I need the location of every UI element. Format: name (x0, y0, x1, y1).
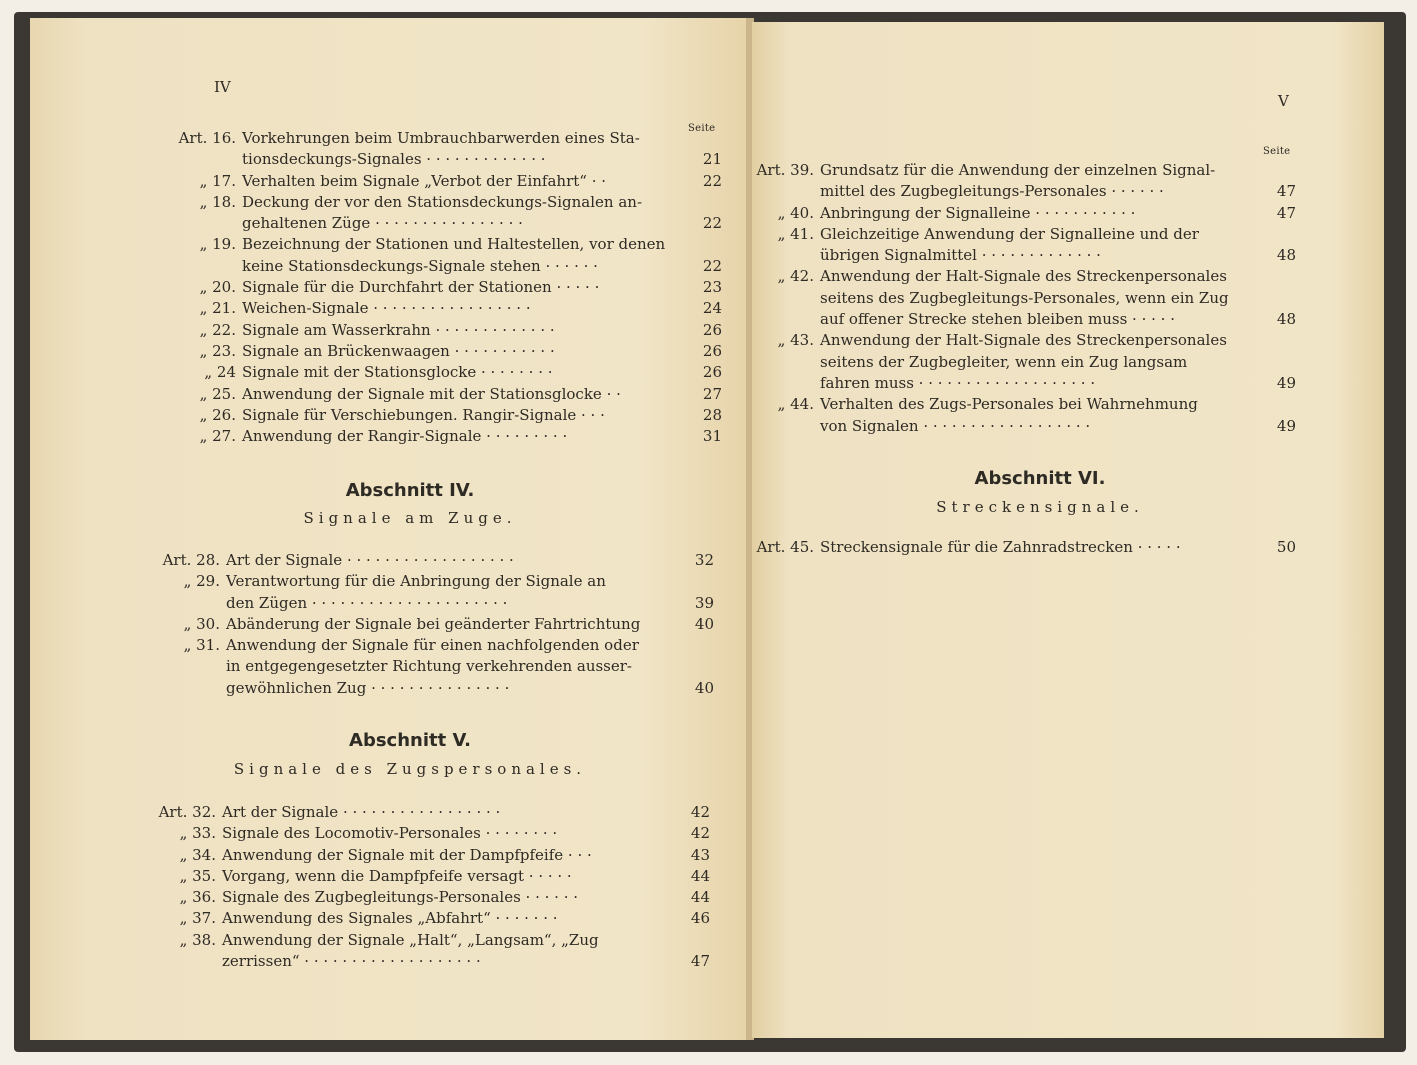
toc-entry-line: fahren muss · · · · · · · · · · · · · · · · · · · (820, 373, 1096, 392)
toc-article-number: „ 31. (183, 636, 220, 655)
toc-entry-title (222, 845, 710, 866)
toc-article-number: „ 21. (199, 299, 236, 318)
toc-entry-line: Grundsatz für die Anwendung der einzelnen Signal- (820, 161, 1216, 179)
toc-article-number: „ 22. (199, 320, 236, 339)
toc-entry-line: Streckensignale für die Zahnradstrecken · · · · · (820, 538, 1181, 556)
toc-page-number: 24 (702, 299, 722, 318)
toc-entry-line: Anwendung der Signale mit der Stationsglocke · · (242, 384, 621, 403)
toc-entry-line: Anwendung der Signale „Halt“, „Langsam“, „Zug (222, 930, 599, 949)
toc-entry-line: übrigen Signalmittel · · · · · · · · · · · · · (820, 246, 1101, 265)
toc-entry-line: Signale mit der Stationsglocke · · · · · · · · (242, 363, 553, 382)
toc-entry (166, 341, 722, 362)
toc-entry (166, 234, 722, 277)
toc-entry-title (820, 394, 1296, 437)
toc-entry-line: den Zügen · · · · · · · · · · · · · · · · · · · · · (226, 593, 508, 612)
toc-entry (166, 426, 722, 447)
toc-page-number: 26 (702, 341, 722, 360)
toc-entry-title (242, 171, 722, 192)
toc-page-number: 21 (702, 150, 722, 169)
toc-page-number: 42 (690, 803, 710, 821)
toc-article-number: „ 35. (179, 866, 216, 885)
toc-entry-title (820, 160, 1296, 203)
toc-entry (744, 266, 1296, 330)
seite-label-left: Seite (688, 123, 716, 134)
toc-article-number: „ 29. (183, 572, 220, 591)
toc-entry (166, 320, 722, 341)
seite-label-right: Seite (1263, 146, 1291, 157)
toc-entry-line: Verantwortung für die Anbringung der Signale an (226, 572, 606, 591)
toc-article-number: Art. 32. (158, 803, 216, 821)
toc-entry-title (222, 887, 710, 908)
toc-entry-line: Verhalten des Zugs-Personales bei Wahrnehmung (820, 395, 1198, 414)
toc-section-6 (744, 537, 1296, 558)
toc-entry (146, 908, 710, 929)
toc-entry-line: Weichen-Signale · · · · · · · · · · · · · · · · · (242, 299, 531, 318)
toc-page-number: 47 (1276, 203, 1296, 222)
toc-entry-title (222, 802, 710, 823)
toc-entry-title (242, 405, 722, 426)
toc-entry (166, 128, 722, 171)
toc-entry (150, 614, 714, 635)
toc-entry-line: gewöhnlichen Zug · · · · · · · · · · · · · · · (226, 678, 510, 697)
toc-page-number: 22 (702, 171, 722, 190)
toc-entry (744, 224, 1296, 267)
toc-entry-title (242, 192, 722, 235)
toc-entry-line: Signale des Zugbegleitungs-Personales · · · · · · (222, 888, 579, 907)
toc-entry-line: tionsdeckungs-Signales · · · · · · · · · · · · · (242, 150, 546, 169)
toc-section-3 (166, 128, 722, 447)
toc-entry-title (820, 330, 1296, 394)
toc-entry (150, 635, 714, 699)
toc-entry-line: Vorgang, wenn die Dampfpfeife versagt · · · · · (222, 866, 572, 885)
toc-article-number: „ 30. (183, 614, 220, 633)
toc-article-number: „ 17. (199, 171, 236, 190)
toc-page-number: 50 (1276, 538, 1296, 556)
toc-entry-title (226, 550, 714, 571)
toc-page-number: 44 (690, 866, 710, 885)
toc-entry-title (222, 908, 710, 929)
toc-entry-line: Anwendung des Signales „Abfahrt“ · · · · · · · (222, 909, 558, 928)
toc-entry-line: Gleichzeitige Anwendung der Signalleine und der (820, 224, 1199, 243)
toc-article-number: „ 43. (777, 331, 814, 350)
toc-article-number: „ 24 (204, 363, 236, 382)
toc-entry-line: Anwendung der Signale mit der Dampfpfeife · · · (222, 845, 592, 864)
toc-page-number: 22 (702, 214, 722, 233)
toc-page-number: 28 (702, 405, 722, 424)
toc-entry-line: seitens der Zugbegleiter, wenn ein Zug langsam (820, 352, 1188, 371)
toc-entry-line: Anbringung der Signalleine · · · · · · · · · · · (820, 203, 1136, 222)
toc-page-number: 47 (690, 952, 710, 971)
toc-entry-title (820, 537, 1296, 558)
toc-article-number: „ 36. (179, 888, 216, 907)
toc-article-number: „ 42. (777, 267, 814, 286)
toc-entry-line: auf offener Strecke stehen bleiben muss · · · · · (820, 310, 1175, 329)
toc-page-number: 47 (1276, 182, 1296, 201)
left-page (30, 18, 748, 1040)
toc-entry-line: Abänderung der Signale bei geänderter Fahrtrichtung (226, 614, 641, 633)
toc-section-5 (146, 802, 710, 972)
toc-entry-line: Bezeichnung der Stationen und Haltestellen, vor denen (242, 235, 666, 254)
toc-entry-line: zerrissen“ · · · · · · · · · · · · · · · · · · · (222, 952, 481, 971)
toc-page-number: 44 (690, 888, 710, 907)
toc-entry (744, 394, 1296, 437)
toc-page-number: 40 (694, 678, 714, 697)
toc-entry (166, 362, 722, 383)
toc-entry-line: Anwendung der Halt-Signale des Streckenpersonales (820, 331, 1227, 350)
toc-section-5-continued (744, 160, 1296, 437)
toc-entry (166, 192, 722, 235)
toc-page-number: 43 (690, 845, 710, 864)
toc-page-number: 32 (694, 551, 714, 569)
toc-page-number: 26 (702, 363, 722, 382)
toc-entry-title (226, 571, 714, 614)
toc-entry (146, 802, 710, 823)
toc-article-number: „ 23. (199, 341, 236, 360)
toc-entry-title (222, 866, 710, 887)
toc-entry-title (242, 234, 722, 277)
toc-article-number: „ 44. (777, 395, 814, 414)
toc-entry-line: Signale für die Durchfahrt der Stationen · · · · · (242, 278, 600, 297)
toc-entry (146, 823, 710, 844)
toc-entry-title (242, 341, 722, 362)
toc-article-number: „ 19. (199, 235, 236, 254)
section-subtitle-4: Signale am Zuge. (303, 509, 517, 527)
toc-entry-line: Anwendung der Rangir-Signale · · · · · · · · · (242, 427, 568, 446)
toc-article-number: „ 33. (179, 824, 216, 843)
toc-entry-line: Signale an Brückenwaagen · · · · · · · · · · · (242, 341, 555, 360)
toc-page-number: 39 (694, 593, 714, 612)
toc-article-number: „ 20. (199, 278, 236, 297)
toc-entry-line: Verhalten beim Signale „Verbot der Einfahrt“ · · (242, 171, 607, 190)
section-heading-6: Abschnitt VI. (974, 468, 1106, 489)
section-heading-5: Abschnitt V. (349, 730, 471, 751)
toc-entry (150, 571, 714, 614)
toc-entry (146, 887, 710, 908)
toc-entry-title (226, 635, 714, 699)
toc-entry-line: Vorkehrungen beim Umbrauchbarwerden eines Sta- (242, 129, 640, 147)
toc-entry-line: Anwendung der Signale für einen nachfolgenden oder (226, 636, 639, 655)
toc-entry (744, 160, 1296, 203)
toc-entry-title (820, 266, 1296, 330)
toc-page-number: 42 (690, 824, 710, 843)
toc-entry (166, 405, 722, 426)
toc-page-number: 48 (1276, 310, 1296, 329)
section-heading-4: Abschnitt IV. (345, 480, 475, 501)
toc-entry (166, 171, 722, 192)
page-number-right: V (1278, 92, 1289, 110)
toc-entry (744, 537, 1296, 558)
toc-entry-title (222, 823, 710, 844)
section-subtitle-6: Streckensignale. (936, 498, 1144, 516)
toc-article-number: Art. 45. (756, 538, 814, 556)
toc-page-number: 31 (702, 427, 722, 446)
toc-article-number: „ 38. (179, 930, 216, 949)
toc-entry-title (820, 224, 1296, 267)
toc-entry-line: Art der Signale · · · · · · · · · · · · · · · · · (222, 803, 501, 821)
toc-entry-line: von Signalen · · · · · · · · · · · · · · · · · · (820, 416, 1091, 435)
toc-entry (146, 866, 710, 887)
toc-page-number: 40 (694, 614, 714, 633)
right-page (752, 22, 1384, 1038)
toc-entry-title (242, 277, 722, 298)
toc-entry (744, 203, 1296, 224)
toc-section-4 (150, 550, 714, 699)
toc-entry-title (242, 128, 722, 171)
section-subtitle-5: Signale des Zugspersonales. (233, 760, 587, 778)
toc-page-number: 49 (1276, 373, 1296, 392)
toc-entry-title (242, 384, 722, 405)
toc-article-number: „ 26. (199, 405, 236, 424)
toc-page-number: 26 (702, 320, 722, 339)
toc-article-number: Art. 28. (162, 551, 220, 569)
toc-entry-title (242, 298, 722, 319)
toc-entry-line: Signale am Wasserkrahn · · · · · · · · · · · · · (242, 320, 555, 339)
toc-page-number: 48 (1276, 246, 1296, 265)
toc-entry (146, 930, 710, 973)
toc-entry-line: in entgegengesetzter Richtung verkehrenden ausser- (226, 657, 632, 676)
toc-entry (150, 550, 714, 571)
toc-entry (744, 330, 1296, 394)
toc-entry-line: Deckung der vor den Stationsdeckungs-Signalen an- (242, 192, 643, 211)
toc-entry-title (242, 426, 722, 447)
toc-page-number: 22 (702, 256, 722, 275)
toc-entry-line: seitens des Zugbegleitungs-Personales, wenn ein Zug (820, 288, 1229, 307)
toc-entry (146, 845, 710, 866)
toc-article-number: „ 40. (777, 203, 814, 222)
toc-article-number: „ 18. (199, 192, 236, 211)
toc-entry (166, 298, 722, 319)
toc-article-number: „ 41. (777, 224, 814, 243)
toc-article-number: „ 37. (179, 909, 216, 928)
toc-entry-line: Anwendung der Halt-Signale des Streckenpersonales (820, 267, 1227, 286)
toc-page-number: 27 (702, 384, 722, 403)
toc-article-number: Art. 16. (178, 129, 236, 147)
toc-article-number: Art. 39. (756, 161, 814, 179)
toc-entry-line: Art der Signale · · · · · · · · · · · · · · · · · · (226, 551, 514, 569)
toc-entry-line: Signale für Verschiebungen. Rangir-Signale · · · (242, 405, 605, 424)
toc-entry-line: keine Stationsdeckungs-Signale stehen · · · · · · (242, 256, 598, 275)
toc-entry-line: mittel des Zugbegleitungs-Personales · · · · · · (820, 182, 1164, 201)
toc-page-number: 23 (702, 278, 722, 297)
toc-page-number: 49 (1276, 416, 1296, 435)
toc-entry-line: Signale des Locomotiv-Personales · · · · · · · · (222, 824, 558, 843)
toc-entry-title (226, 614, 714, 635)
toc-page-number: 46 (690, 909, 710, 928)
toc-entry-title (222, 930, 710, 973)
toc-entry-title (242, 320, 722, 341)
toc-article-number: „ 27. (199, 427, 236, 446)
toc-article-number: „ 34. (179, 845, 216, 864)
toc-entry-line: gehaltenen Züge · · · · · · · · · · · · · · · · (242, 214, 523, 233)
toc-entry-title (820, 203, 1296, 224)
toc-entry (166, 384, 722, 405)
toc-entry-title (242, 362, 722, 383)
page-number-left: IV (214, 78, 231, 96)
toc-article-number: „ 25. (199, 384, 236, 403)
toc-entry (166, 277, 722, 298)
